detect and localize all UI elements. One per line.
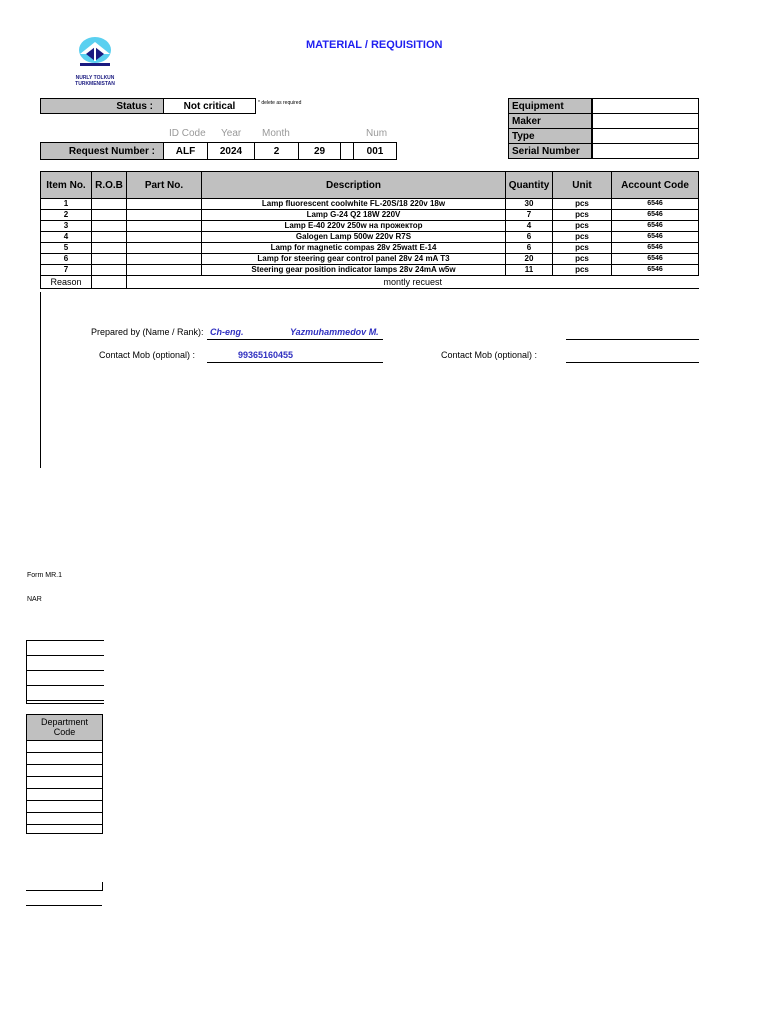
cell-account-code[interactable]: 6546: [612, 265, 699, 276]
status-value[interactable]: Not critical: [163, 98, 256, 114]
table-row: [41, 243, 699, 254]
type-label: Type: [508, 128, 592, 144]
footer-line-1: [26, 882, 103, 891]
serial-number-label: Serial Number: [508, 143, 592, 159]
cell-unit[interactable]: pcs: [553, 254, 612, 265]
cell-rob[interactable]: [92, 199, 127, 210]
cell-account-code[interactable]: 6546: [612, 243, 699, 254]
serial-number-value[interactable]: [592, 143, 699, 159]
request-year[interactable]: 2024: [207, 142, 255, 160]
cell-description[interactable]: Lamp for steering gear control panel 28v 24 mA T3: [202, 254, 506, 265]
cell-unit[interactable]: pcs: [553, 221, 612, 232]
cell-part-no[interactable]: [127, 232, 202, 243]
cell-unit[interactable]: pcs: [553, 210, 612, 221]
request-num[interactable]: 001: [353, 142, 397, 160]
table-row: [41, 199, 699, 210]
label-num: Num: [366, 128, 388, 139]
table-row: [41, 254, 699, 265]
cell-quantity[interactable]: 7: [506, 210, 553, 221]
cell-part-no[interactable]: [127, 221, 202, 232]
maker-row: [508, 113, 699, 129]
department-code-box: [26, 714, 103, 834]
header-part-no: Part No.: [127, 172, 202, 199]
reason-blank: [92, 276, 127, 289]
cell-part-no[interactable]: [127, 265, 202, 276]
cell-rob[interactable]: [92, 254, 127, 265]
page-title: MATERIAL / REQUISITION: [306, 39, 443, 51]
header-unit: Unit: [553, 172, 612, 199]
table-row: [41, 232, 699, 243]
cell-item-no[interactable]: 4: [41, 232, 92, 243]
cell-rob[interactable]: [92, 210, 127, 221]
header-description: Description: [202, 172, 506, 199]
header-quantity: Quantity: [506, 172, 553, 199]
cell-part-no[interactable]: [127, 254, 202, 265]
cell-description[interactable]: Steering gear position indicator lamps 28v 24mA w5w: [202, 265, 506, 276]
cell-unit[interactable]: pcs: [553, 265, 612, 276]
logo-text: NURLY TOLKUN TURKMENISTAN: [75, 75, 115, 87]
cell-account-code[interactable]: 6546: [612, 232, 699, 243]
header-rob: R.O.B: [92, 172, 127, 199]
label-month: Month: [262, 128, 290, 139]
request-day[interactable]: 29: [298, 142, 341, 160]
cell-account-code[interactable]: 6546: [612, 210, 699, 221]
signature-line: [566, 339, 699, 340]
request-number-label: Request Number :: [40, 142, 164, 160]
contact-line: [207, 362, 383, 363]
cell-description[interactable]: Galogen Lamp 500w 220v R7S: [202, 232, 506, 243]
prepared-rank[interactable]: Ch-eng.: [210, 327, 244, 337]
equipment-row: [508, 98, 699, 114]
cell-rob[interactable]: [92, 265, 127, 276]
cell-item-no[interactable]: 3: [41, 221, 92, 232]
request-id-code[interactable]: ALF: [163, 142, 208, 160]
left-grid-1: [26, 640, 104, 704]
cell-rob[interactable]: [92, 221, 127, 232]
contact-label: Contact Mob (optional) :: [99, 350, 196, 360]
form-code: Form MR.1: [27, 572, 62, 579]
header-account-code: Account Code: [612, 172, 699, 199]
table-row: [41, 221, 699, 232]
cell-account-code[interactable]: 6546: [612, 254, 699, 265]
contact-label-2: Contact Mob (optional) :: [441, 350, 538, 360]
header-item-no: Item No.: [41, 172, 92, 199]
table-row: [41, 210, 699, 221]
form-left-border: [40, 292, 41, 468]
cell-account-code[interactable]: 6546: [612, 199, 699, 210]
cell-part-no[interactable]: [127, 210, 202, 221]
type-row: [508, 128, 699, 144]
cell-part-no[interactable]: [127, 243, 202, 254]
cell-item-no[interactable]: 6: [41, 254, 92, 265]
cell-description[interactable]: Lamp E-40 220v 250w на прожектор: [202, 221, 506, 232]
request-month[interactable]: 2: [254, 142, 299, 160]
cell-description[interactable]: Lamp G-24 Q2 18W 220V: [202, 210, 506, 221]
cell-account-code[interactable]: 6546: [612, 221, 699, 232]
prepared-name[interactable]: Yazmuhammedov M.: [290, 327, 379, 337]
cell-quantity[interactable]: 20: [506, 254, 553, 265]
cell-item-no[interactable]: 5: [41, 243, 92, 254]
cell-quantity[interactable]: 30: [506, 199, 553, 210]
type-value[interactable]: [592, 128, 699, 144]
status-note: * delete as required: [258, 100, 302, 106]
serial-number-row: [508, 143, 699, 159]
equipment-value[interactable]: [592, 98, 699, 114]
status-label: Status :: [40, 98, 164, 114]
cell-quantity[interactable]: 6: [506, 232, 553, 243]
cell-unit[interactable]: pcs: [553, 243, 612, 254]
cell-unit[interactable]: pcs: [553, 232, 612, 243]
cell-item-no[interactable]: 7: [41, 265, 92, 276]
cell-description[interactable]: Lamp fluorescent coolwhite FL-20S/18 220v 18w: [202, 199, 506, 210]
department-code-rows: [27, 741, 102, 833]
maker-value[interactable]: [592, 113, 699, 129]
request-blank[interactable]: [340, 142, 354, 160]
cell-rob[interactable]: [92, 232, 127, 243]
cell-item-no[interactable]: 1: [41, 199, 92, 210]
cell-rob[interactable]: [92, 243, 127, 254]
prepared-by-label: Prepared by (Name / Rank):: [91, 327, 204, 337]
maker-label: Maker: [508, 113, 592, 129]
prepared-line: [207, 339, 383, 340]
cell-quantity[interactable]: 4: [506, 221, 553, 232]
cell-quantity[interactable]: 11: [506, 265, 553, 276]
reason-label: Reason: [41, 276, 92, 289]
contact-value[interactable]: 99365160455: [238, 350, 294, 360]
cell-part-no[interactable]: [127, 199, 202, 210]
equipment-label: Equipment: [508, 98, 592, 114]
department-code-header: Department Code: [27, 715, 102, 741]
contact-line-2: [566, 362, 699, 363]
label-year: Year: [221, 128, 242, 139]
company-logo: [70, 36, 120, 86]
cell-description[interactable]: Lamp for magnetic compas 28v 25watt E-14: [202, 243, 506, 254]
label-id-code: ID Code: [169, 128, 206, 139]
nar-label: NAR: [27, 596, 42, 603]
footer-line-2: [26, 905, 102, 906]
reason-value[interactable]: montly recuest: [127, 276, 699, 289]
cell-item-no[interactable]: 2: [41, 210, 92, 221]
items-table: [40, 171, 699, 289]
cell-quantity[interactable]: 6: [506, 243, 553, 254]
cell-unit[interactable]: pcs: [553, 199, 612, 210]
table-row: [41, 265, 699, 276]
